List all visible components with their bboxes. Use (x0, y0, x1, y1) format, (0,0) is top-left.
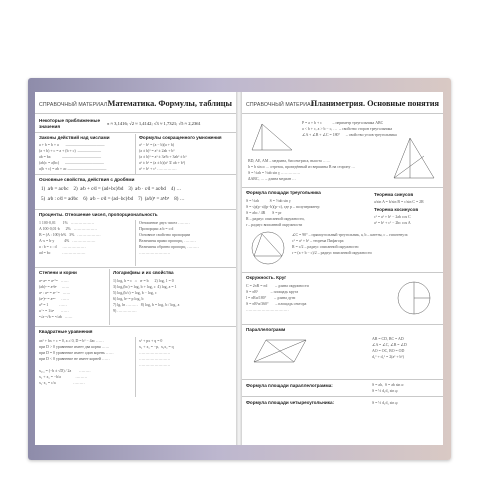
quadratic-formulas: ax² + bx + c = 0, a ≠ 0, D = b² − 4ac …… при D > 0 уравнение имеет два корня …… при D = 0 уравнение имеет один корень …… при D < 0 уравнение не имеет корней …… x₁,₂ = (−b ± √D) / 2a ……… x₁ + x₂ = −b/a ……… x₁·x₂ = c/a ……… (39, 339, 114, 386)
approx-values-heading (39, 118, 101, 129)
percent-formulas: 1 100·0,01 1% ……………… A 100·0,01·b 2% ……………… B = (A : 100)·b% 3% ……………… A·x = b·y 4% ……………… a : b = c : d ……………… ad = bc ……………… (39, 221, 101, 256)
approx-values: π ≈ 3,1416; √2 ≈ 1,4142; √3 ≈ 1,7321; √5 ≈ 2,2361 (107, 121, 201, 126)
fractions-formulas-2: 5) a⁄b : c⁄d = ad⁄bc 6) a⁄b − c⁄d = (ad−bc)⁄bd 7) (a⁄b)ⁿ = aⁿ⁄bⁿ 8) … (41, 197, 185, 202)
abbrev-mult-heading: Формулы сокращенного умножения (139, 135, 222, 140)
divider (35, 326, 236, 327)
divider (135, 134, 136, 174)
divider (242, 187, 443, 188)
logs-heading: Логарифмы и их свойства (113, 270, 174, 275)
cosine-law-heading: Теорема косинусов (374, 207, 419, 212)
divider (242, 324, 443, 325)
right-page-title: Планиметрия. Основные понятия (310, 99, 439, 108)
triangle-area-formulas: S = ½ah S = ½ab sin γ S = √p(p−a)(p−b)(p−c), где p – полупериметр S = abc / 4R S = pr R – радиус описанной окружности, r – радиус вписанной окружности (246, 199, 320, 228)
triangle-altitude-diagram (388, 134, 438, 182)
triangle-diagram (248, 120, 296, 154)
right-page (242, 92, 443, 445)
quadratic-heading: Квадратные уравнения (39, 329, 93, 334)
powers-heading: Степени и корни (39, 270, 77, 275)
circle-diagram (394, 278, 434, 318)
circle-heading: Окружность. Круг (246, 275, 287, 280)
triangle-area-heading: Формула площади треугольника (246, 190, 321, 195)
approx-heading-line2: значения (39, 123, 60, 129)
circle-formulas: C = 2πR = πd – длина окружности S = πR² – площадь круга l = πRα/180° – длина дуги S = πR²α/360° – площадь сектора …………………………… (246, 284, 309, 313)
divider (135, 337, 136, 397)
divider (242, 396, 443, 397)
percent-heading: Проценты. Отношение чисел, пропорциональность (39, 212, 158, 217)
approx-heading-line1: Некоторые приближенные (39, 118, 101, 123)
laws-heading: Законы действий над числами (39, 135, 110, 140)
fractions-formulas: 1) a⁄b = ac⁄bc 2) a⁄b + c⁄d = (ad+bc)⁄bd 3) a⁄b · c⁄d = ac⁄bd 4) … (41, 187, 182, 192)
logs-formulas: 1) logₐ b = c ⇔ aᶜ = b 2) logₐ 1 = 0 3) logₐ(bc) = logₐ b + logₐ c 4) logₐ a = 1 5) logₐ(b/c) = logₐ b − logₐ c 6) logₐ bᵖ = p logₐ b 7) lg, ln ……… 8) logₐ b = log꜀ b / log꜀ a 9) …………… (113, 279, 180, 314)
proportion-text: Отношение двух чисел ……… Пропорция: a:b = c:d Основное свойство пропорции Величины прямо пропорц. ……… Величины обратно пропорц. ……… …………………… (139, 221, 199, 256)
left-header-label: СПРАВОЧНЫЙ МАТЕРИАЛ (39, 102, 108, 108)
sine-law-heading: Теорема синусов (374, 192, 414, 197)
right-header-label: СПРАВОЧНЫЙ МАТЕРИАЛ (246, 102, 315, 108)
vieta-text: x² + px + q = 0 x₁ + x₂ = −p, x₁x₂ = q …………………… …………………… …………………… (139, 339, 174, 368)
left-page-header (35, 97, 236, 114)
pythagoras-text: ∠C = 90° – прямоугольный треугольник, a, b – катеты, c – гипотенуза c² = a² + b² – теорема Пифагора R = c/2 – радиус описанной окружности r = (a + b − c)/2 – радиус вписанной окружности (292, 233, 408, 256)
fractions-heading: Основные свойства, действия с дробями (39, 177, 135, 182)
divider (109, 269, 110, 325)
divider (35, 132, 236, 133)
divider (242, 272, 443, 273)
divider (242, 379, 443, 380)
quad-area-formula: S = ½ d₁d₂ sin φ (372, 401, 398, 405)
right-page-header (242, 97, 443, 114)
abbrev-mult-formulas: a² − b² = (a − b)(a + b) (a ± b)² = a² ± 2ab + b² (a ± b)³ = a³ ± 3a²b + 3ab² ± b³ a³ ± b³ = (a ± b)(a² ∓ ab + b²) a² + b² + c² …………… (139, 143, 187, 172)
parallelogram-area-formula: S = ah, S = ab sin α S = ½ d₁d₂ sin φ (372, 383, 404, 394)
laws-formulas: a + b = b + a —————————— (a + b) + c = a + (b + c) —————— ab = ba —————————— (ab)c = a(bc) —————————— a(b + c) = ab + ac —————————— (39, 143, 107, 172)
inscribed-triangle-diagram (248, 228, 288, 268)
left-page (35, 92, 236, 445)
quad-area-heading: Формула площади четырехугольника: (246, 400, 335, 405)
parallelogram-area-heading: Формула площади параллелограмма: (246, 383, 333, 388)
triangle-text-2: BD, AE, AM – медиана, биссектриса, высота …… h = b sin α … отрезок, проведённый из вершины B на сторону … S = ½ah = ½ab sin γ …………… ΔABC, … – длина медиан … (248, 159, 356, 182)
sine-law-formula: a/sin A = b/sin B = c/sin C = 2R (374, 200, 424, 204)
divider (35, 267, 236, 268)
divider (135, 220, 136, 266)
parallelogram-heading: Параллелограмм (246, 327, 286, 332)
divider (35, 174, 236, 175)
cosine-law-formula: c² = a² + b² − 2ab cos C a² = b² + c² − 2bc cos A (374, 215, 411, 226)
left-page-title: Математика. Формулы, таблицы (107, 99, 232, 108)
parallelogram-props: AB = CD, BC = AD ∠A = ∠C, ∠B = ∠D AO = OC, BO = OD d₁² + d₂² = 2(a² + b²) (372, 337, 407, 360)
divider (35, 209, 236, 210)
parallelogram-diagram (250, 336, 310, 366)
triangle-text: P = a + b + c – периметр треугольника ABC a < b + c, a > b − c, … – свойство сторон треугольника ∠A + ∠B + ∠C = 180° – свойство углов треугольника (302, 121, 397, 138)
powers-formulas: aⁿ·aᵐ = aⁿ⁺ᵐ …… (ab)ⁿ = aⁿbⁿ …… aⁿ : aᵐ = aⁿ⁻ᵐ …… (aⁿ)ᵐ = aⁿᵐ …… a⁰ = 1 …… a⁻ⁿ = 1/aⁿ …… ⁿ√a·ⁿ√b = ⁿ√ab …… (39, 279, 73, 320)
